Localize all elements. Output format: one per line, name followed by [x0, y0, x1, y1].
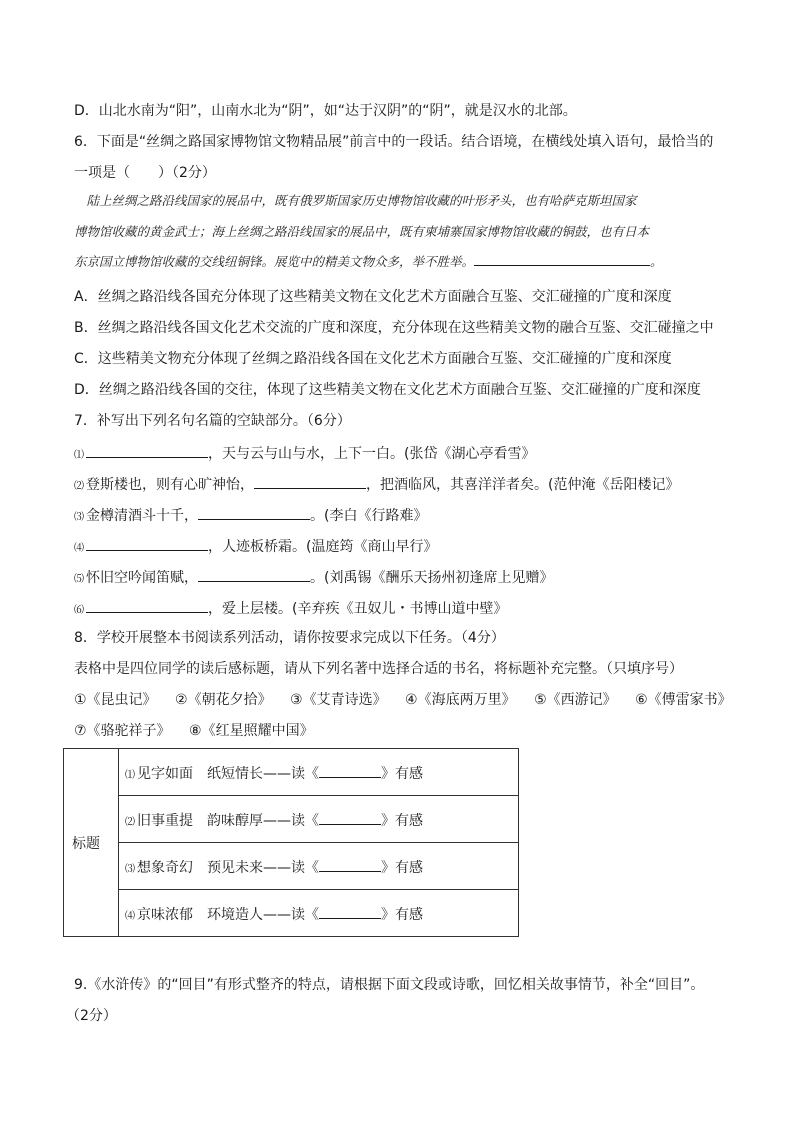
fill-blank[interactable] [198, 504, 310, 520]
passage-line [74, 247, 724, 278]
question-7-stem: 7．补写出下列名句名篇的空缺部分。（6分） [74, 413, 351, 429]
item-text: 怀旧空吟闻笛赋， [86, 570, 198, 586]
book-option: ⑤《西游记》 [534, 692, 617, 708]
item-text: 。(刘禹锡《酬乐天扬州初逢席上见赠》 [310, 570, 554, 586]
item-number: ⑹ [74, 605, 84, 616]
titles-table [63, 748, 519, 937]
table-cell [119, 890, 519, 937]
fill-blank[interactable] [319, 903, 381, 919]
passage-text: 东京国立博物馆收藏的交线纽铜锋。展览中的精美文物众多，举不胜举。 [74, 254, 475, 269]
book-option: ③《艾青诗选》 [290, 692, 387, 708]
row-number: ⑴ [125, 769, 135, 781]
fill-blank[interactable] [474, 250, 650, 266]
fill-blank[interactable] [86, 597, 208, 613]
table-cell [119, 843, 519, 890]
book-option: ②《朝花夕拾》 [175, 692, 272, 708]
fill-blank[interactable] [319, 856, 381, 872]
book-list-row [74, 690, 732, 710]
item-text: ，人迹板桥霜。(温庭筠《商山早行》 [208, 539, 438, 555]
item-text: ，爱上层楼。(辛弃疾《丑奴儿・书博山道中壁》 [208, 601, 508, 617]
question-6-option-c: C．这些精美文物充分体现了丝绸之路沿线各国在文化艺术方面融合互鉴、交汇碰撞的广度和深度 [74, 351, 672, 367]
item-text: 。(李白《行路难》 [310, 508, 428, 524]
question-6-stem-cont: 一项是（ ）（2分） [74, 165, 216, 181]
question-8-instruction: 表格中是四位同学的读后感标题，请从下列名著中选择合适的书名，将标题补充完整。（只填序号） [74, 661, 683, 677]
item-text: 登斯楼也，则有心旷神怡， [86, 477, 254, 493]
table-row [64, 796, 519, 843]
table-header-cell: 标题 [64, 749, 119, 937]
question-6-passage [74, 186, 724, 278]
book-option: ①《昆虫记》 [74, 692, 157, 708]
passage-line: 陆上丝绸之路沿线国家的展品中，既有俄罗斯国家历史博物馆收藏的叶形矛头，也有哈萨克斯坦国家 [74, 193, 637, 208]
question-6-option-b: B．丝绸之路沿线各国文化艺术交流的广度和深度，充分体现在这些精美文物的融合互鉴、交汇碰撞之中 [74, 320, 714, 336]
question-6-stem: 6．下面是“丝绸之路国家博物馆文物精品展”前言中的一段话。结合语境，在横线处填入语句，最恰当的 [74, 134, 714, 150]
row-text: 旧事重提 韵味醇厚——读《 [137, 812, 319, 829]
item-number: ⑴ [74, 450, 84, 461]
fill-blank[interactable] [86, 535, 208, 551]
question-6-option-a: A．丝绸之路沿线各国充分体现了这些精美文物在文化艺术方面融合互鉴、交汇碰撞的广度和深度 [74, 289, 672, 305]
passage-line: 博物馆收藏的黄金武士；海上丝绸之路沿线国家的展品中，既有柬埔寨国家博物馆收藏的铜鼓，也有日本 [74, 223, 650, 239]
table-row [64, 890, 519, 937]
table-row [64, 843, 519, 890]
book-option: ⑦《骆驼祥子》 [74, 723, 171, 739]
row-number: ⑶ [125, 863, 135, 875]
passage-end: 。 [650, 254, 663, 269]
poem-item [74, 535, 437, 559]
fill-blank[interactable] [86, 442, 208, 458]
book-list-row [74, 721, 314, 741]
question-9-stem: 9.《水浒传》的“回目”有形式整齐的特点，请根据下面文段或诗歌，回忆相关故事情节，补全“回目”。 [74, 977, 705, 993]
poem-item [74, 442, 535, 466]
fill-blank[interactable] [319, 809, 381, 825]
poem-item [74, 504, 427, 528]
item-text: ，天与云与山与水，上下一白。(张岱《湖心亭看雪》 [208, 446, 536, 462]
question-5-option-d: D．山北水南为“阳”，山南水北为“阴”，如“达于汉阴”的“阴”，就是汉水的北部。 [74, 103, 577, 119]
item-text: ，把酒临风，其喜洋洋者矣。(范仲淹《岳阳楼记》 [366, 477, 680, 493]
item-number: ⑶ [74, 512, 84, 523]
fill-blank[interactable] [254, 473, 366, 489]
fill-blank[interactable] [319, 762, 381, 778]
row-text: 见字如面 纸短情长——读《 [137, 765, 319, 782]
fill-blank[interactable] [198, 566, 310, 582]
book-option: ⑥《傅雷家书》 [635, 692, 732, 708]
row-end: 》有感 [381, 859, 423, 876]
row-number: ⑷ [125, 910, 135, 922]
table-row [64, 749, 519, 796]
question-8-stem: 8．学校开展整本书阅读系列活动，请你按要求完成以下任务。（4分） [74, 630, 505, 646]
item-number: ⑸ [74, 574, 84, 585]
poem-item [74, 473, 679, 497]
row-end: 》有感 [381, 906, 423, 923]
table-cell [119, 796, 519, 843]
row-number: ⑵ [125, 816, 135, 828]
poem-item [74, 597, 507, 621]
table-cell [119, 749, 519, 796]
item-number: ⑵ [74, 481, 84, 492]
row-end: 》有感 [381, 765, 423, 782]
question-9-stem-cont: （2分） [66, 1008, 117, 1024]
book-option: ⑧《红星照耀中国》 [189, 723, 314, 739]
book-option: ④《海底两万里》 [405, 692, 516, 708]
item-number: ⑷ [74, 543, 84, 554]
row-text: 想象奇幻 预见未来——读《 [137, 859, 319, 876]
poem-item [74, 566, 553, 590]
item-text: 金樽清酒斗十千， [86, 508, 198, 524]
row-end: 》有感 [381, 812, 423, 829]
row-text: 京味浓郁 环境造人——读《 [137, 906, 319, 923]
question-6-option-d: D．丝绸之路沿线各国的交往，体现了这些精美文物在文化艺术方面融合互鉴、交汇碰撞的广度和深度 [74, 382, 701, 398]
